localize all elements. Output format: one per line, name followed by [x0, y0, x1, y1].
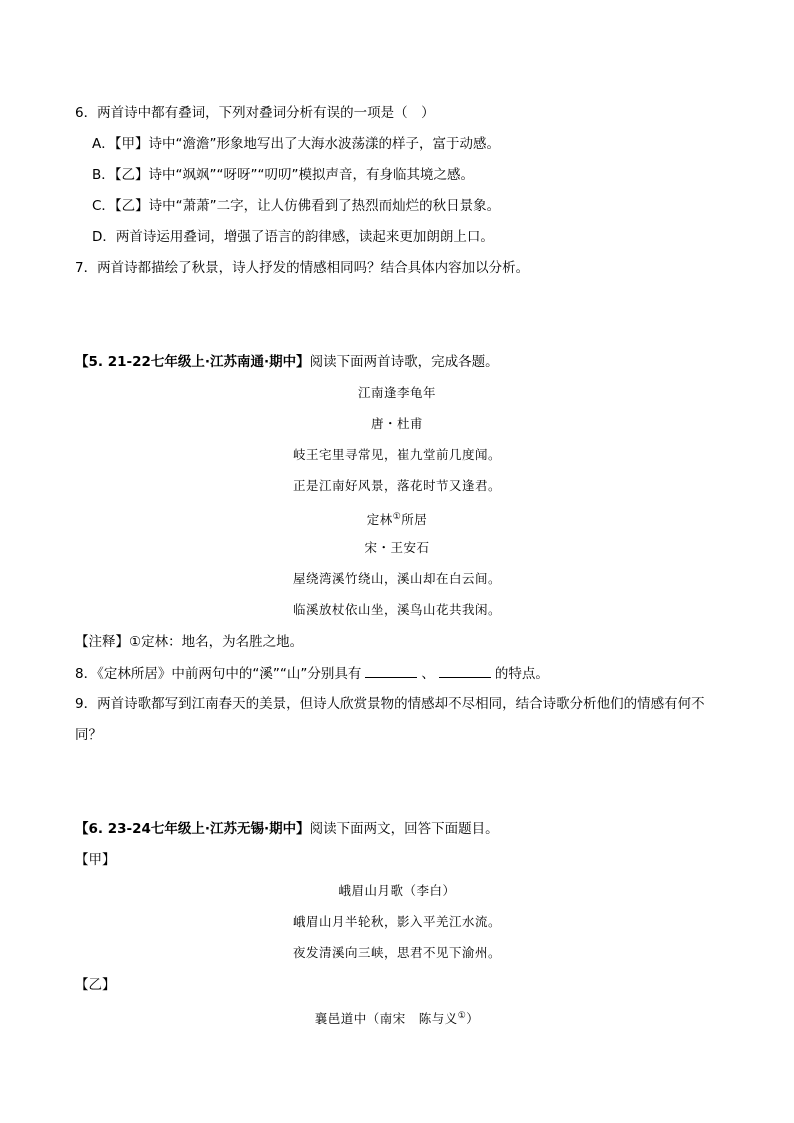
question-9-line-1: 9．两首诗歌都写到江南春天的美景，但诗人欣赏景物的情感却不尽相同，结合诗歌分析他们的情感有何不 — [75, 696, 705, 712]
poem-2-title-tail: 所居 — [401, 512, 428, 528]
label-jia: 【甲】 — [75, 852, 116, 868]
poem-2-title-main: 定林 — [366, 512, 393, 528]
poem-1-author: 唐・杜甫 — [370, 416, 423, 431]
section-6-header — [75, 819, 499, 839]
question-8-blank-1 — [365, 663, 417, 678]
poem-b-title-tail: ） — [466, 1011, 480, 1027]
poem-b-title — [0, 1006, 794, 1029]
poem-2-author: 宋・王安石 — [364, 540, 430, 555]
section-5-header — [75, 352, 499, 372]
question-8-stem — [75, 663, 549, 684]
poem-2-line-1: 屋绕湾溪竹绕山，溪山却在白云间。 — [292, 571, 501, 586]
section-5-instruction: 阅读下面两首诗歌，完成各题。 — [309, 354, 499, 370]
poem-b-title-main: 襄邑道中（南宋 陈与义 — [314, 1011, 458, 1027]
poem-a-line-2: 夜发清溪向三峡，思君不见下渝州。 — [292, 945, 501, 960]
section-5-source: 【5. 21-22七年级上·江苏南通·期中】 — [75, 354, 310, 370]
question-8-separator: 、 — [421, 666, 435, 682]
footnote-mark: ① — [392, 512, 402, 522]
poem-a-line-1: 峨眉山月半轮秋，影入平羌江水流。 — [292, 914, 501, 929]
question-6-option-a: A．【甲】诗中“澹澹”形象地写出了大海水波荡漾的样子，富于动感。 — [92, 136, 500, 152]
poem-2-line-2: 临溪放杖依山坐，溪鸟山花共我闲。 — [292, 602, 501, 617]
section-6-source: 【6. 23-24七年级上·江苏无锡·期中】 — [75, 821, 310, 837]
poem-2-title — [0, 507, 794, 530]
footnote-mark: ① — [457, 1011, 467, 1021]
question-6-option-d: D．两首诗运用叠词，增强了语言的韵律感，读起来更加朗朗上口。 — [92, 229, 494, 245]
question-8-blank-2 — [439, 663, 491, 678]
poem-1-line-2: 正是江南好风景，落花时节又逢君。 — [292, 478, 501, 493]
question-9-line-2: 同？ — [75, 727, 102, 743]
question-7-stem: 7．两首诗都描绘了秋景，诗人抒发的情感相同吗？结合具体内容加以分析。 — [75, 260, 530, 276]
annotation-note: 【注释】①定林：地名，为名胜之地。 — [75, 634, 304, 650]
question-8-text-after: 的特点。 — [494, 666, 549, 682]
label-yi: 【乙】 — [75, 977, 116, 993]
section-6-instruction: 阅读下面两文，回答下面题目。 — [309, 821, 499, 837]
poem-1-line-1: 岐王宅里寻常见，崔九堂前几度闻。 — [292, 447, 501, 462]
question-8-text-before: 8．《定林所居》中前两句中的“溪”“山”分别具有 — [75, 666, 362, 682]
poem-1-title: 江南逢李龟年 — [357, 385, 436, 400]
poem-a-title: 峨眉山月歌（李白） — [338, 883, 456, 898]
question-6-option-c: C．【乙】诗中“萧萧”二字，让人仿佛看到了热烈而灿烂的秋日景象。 — [92, 198, 501, 214]
question-6-stem: 6．两首诗中都有叠词，下列对叠词分析有误的一项是（ ） — [75, 105, 435, 121]
question-6-option-b: B．【乙】诗中“飒飒”“呀呀”“叨叨”模拟声音，有身临其境之感。 — [92, 167, 474, 183]
